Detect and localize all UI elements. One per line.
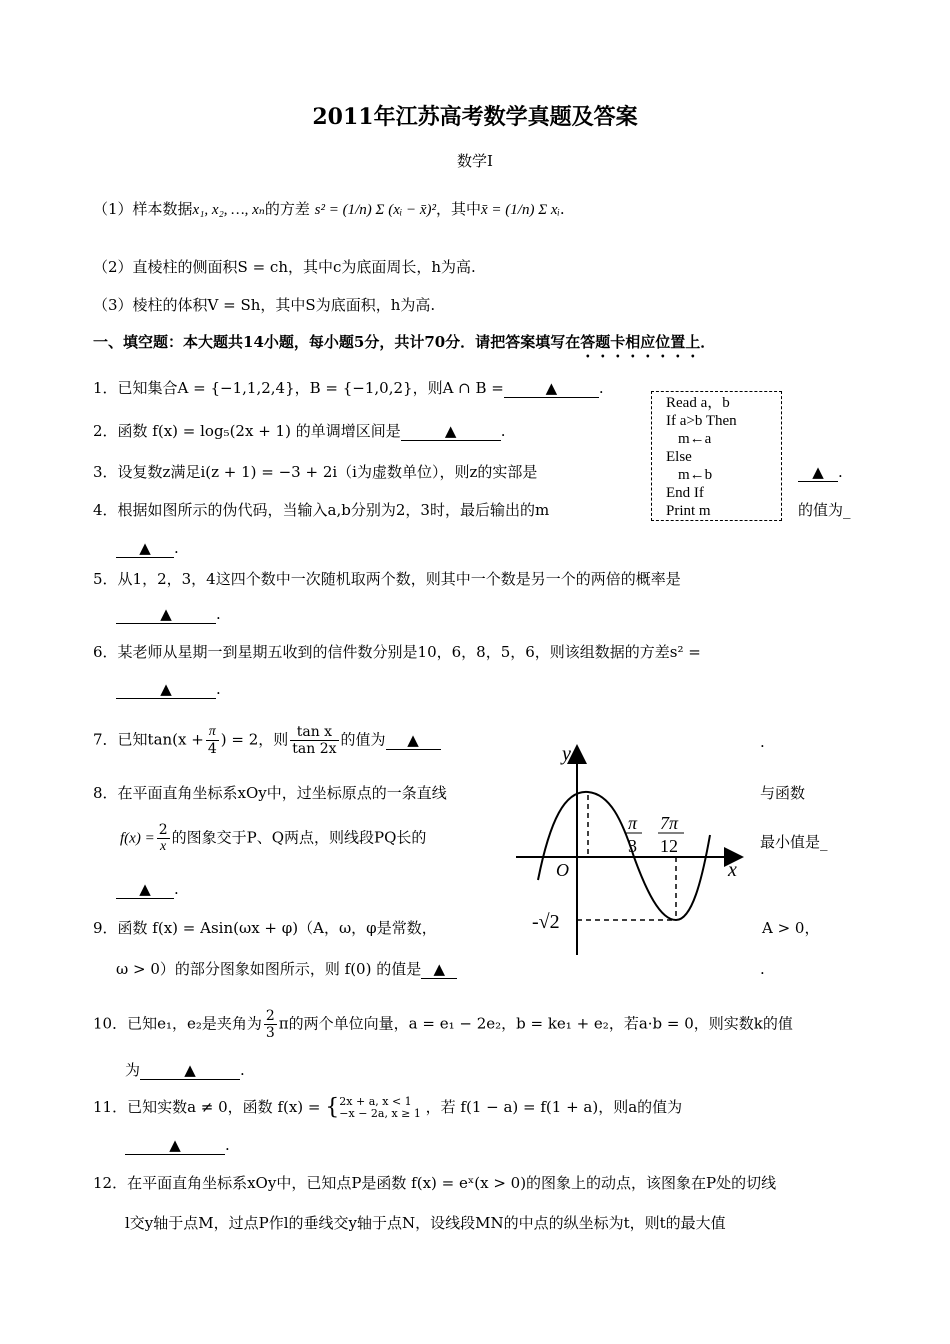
question-8-right2: 最小值是_ [760, 833, 828, 851]
x-axis-label: x [728, 859, 737, 881]
pseudocode-line: Print m [666, 503, 711, 519]
question-7: 7．已知tan(x + $\frac{\pi}{4}$ ) = 2，则 $\frac{\text{tan x}}{\tan 2x}$ 的值为 ▲ [93, 724, 441, 757]
question-9: 9．函数 f(x) = Asin(ωx + φ)（A，ω，φ是常数， [93, 919, 437, 937]
question-11-blank: ▲ . [125, 1134, 230, 1156]
sine-curve [538, 792, 710, 920]
pseudocode-line: Else [666, 449, 692, 465]
answer-blank[interactable]: ▲ [421, 960, 457, 979]
answer-blank[interactable]: ▲ [125, 1136, 225, 1155]
pseudocode-line: Read a，b [666, 395, 730, 411]
y-axis-label: y [562, 743, 571, 765]
tick-pi-over-3-den: 3 [628, 836, 637, 856]
question-4-right: 的值为_ [798, 501, 851, 519]
question-9-right: A > 0， [762, 919, 820, 937]
answer-blank[interactable]: ▲ [140, 1061, 240, 1080]
piecewise-function: { 2x + a, x < 1 −x − 2a, x ≥ 1 [325, 1095, 421, 1120]
question-6-blank: ▲ . [116, 678, 221, 700]
question-9-line2: ω > 0）的部分图象如图所示，则 f(0) 的值是 ▲ [116, 958, 457, 980]
answer-blank[interactable]: ▲ [116, 680, 216, 699]
question-5: 5．从1，2，3，4这四个数中一次随机取两个数，则其中一个数是另一个的两倍的概率是 [93, 570, 681, 588]
tick-7pi-over-12-den: 12 [660, 836, 678, 856]
min-value-label: -√2 [532, 911, 560, 933]
pseudocode-line: m←b [678, 467, 713, 483]
formula-1: （1）样本数据x₁, x₂, …, xₙ的方差 s² = (1/n) Σ (xᵢ − x̄)²，其中x̄ = (1/n) Σ xᵢ. [93, 200, 565, 218]
question-9-end: . [760, 960, 765, 978]
answer-blank[interactable]: ▲ [116, 539, 174, 558]
question-3: 3．设复数z满足i(z + 1) = −3 + 2i（i为虚数单位），则z的实部是 [93, 463, 538, 481]
question-4: 4．根据如图所示的伪代码，当输入a,b分别为2，3时，最后输出的m [93, 501, 550, 519]
question-6: 6．某老师从星期一到星期五收到的信件数分别是10，6，8，5，6，则该组数据的方差s² = [93, 643, 701, 661]
question-5-blank: ▲ . [116, 603, 221, 625]
tick-7pi-over-12-num: 7π [660, 813, 679, 833]
question-8-line2: f(x) = $\frac{2}{x}$ 的图象交于P、Q两点，则线段PQ长的 [120, 822, 427, 854]
page-title: 2011年江苏高考数学真题及答案 [312, 104, 638, 130]
sine-graph [510, 740, 755, 960]
formula-2: （2）直棱柱的侧面积S = ch，其中c为底面周长，h为高. [93, 258, 476, 276]
question-10-line2: 为 ▲ . [125, 1061, 245, 1079]
pseudocode-box [651, 391, 782, 521]
formula-3: （3）棱柱的体积V = Sh，其中S为底面积，h为高. [93, 296, 436, 314]
question-1: 1．已知集合A = {−1,1,2,4}，B = {−1,0,2}，则A ∩ B = ▲ . [93, 379, 604, 397]
answer-blank[interactable]: ▲ [116, 880, 174, 899]
pseudocode-line: End If [666, 485, 704, 501]
question-8: 8．在平面直角坐标系xOy中，过坐标原点的一条直线 [93, 784, 447, 802]
question-7-end: . [760, 733, 765, 751]
question-3-blank: ▲ . [798, 461, 843, 483]
origin-label: O [556, 860, 569, 880]
question-12-line2: l交y轴于点M，过点P作l的垂线交y轴于点N，设线段MN的中点的纵坐标为t，则t的最大值 [125, 1214, 726, 1232]
question-4-blank: ▲ . [116, 537, 179, 559]
pseudocode-line: If a>b Then [666, 413, 737, 429]
answer-blank[interactable]: ▲ [798, 463, 838, 482]
question-8-right: 与函数 [760, 784, 806, 802]
question-8-blank: ▲ . [116, 878, 179, 900]
question-10: 10．已知e₁，e₂是夹角为 $\frac{2}{3}$ π的两个单位向量，a = e₁ − 2e₂，b = ke₁ + e₂，若a·b = 0，则实数k的值 [93, 1008, 793, 1041]
tick-pi-over-3-num: π [628, 813, 638, 833]
answer-blank[interactable]: ▲ [386, 731, 441, 750]
question-11: 11．已知实数a ≠ 0，函数 f(x) = { 2x + a, x < 1 −x − 2a, x ≥ 1 ，若 f(1 − a) = f(1 + a)，则a的值为 [93, 1095, 683, 1120]
answer-blank[interactable]: ▲ [401, 422, 501, 441]
question-2: 2．函数 f(x) = log₅(2x + 1) 的单调增区间是 ▲ . [93, 422, 506, 440]
section-heading: 一、填空题：本大题共14小题，每小题5分，共计70分．请把答案填写在答题卡相应位置上． [93, 333, 716, 351]
answer-blank[interactable]: ▲ [116, 605, 216, 624]
question-12: 12．在平面直角坐标系xOy中，已知点P是函数 f(x) = eˣ(x > 0)的图象上的动点，该图象在P处的切线 [93, 1174, 777, 1192]
answer-blank[interactable]: ▲ [504, 379, 599, 398]
pseudocode-line: m←a [678, 431, 712, 447]
page-subtitle: 数学Ⅰ [457, 152, 493, 170]
